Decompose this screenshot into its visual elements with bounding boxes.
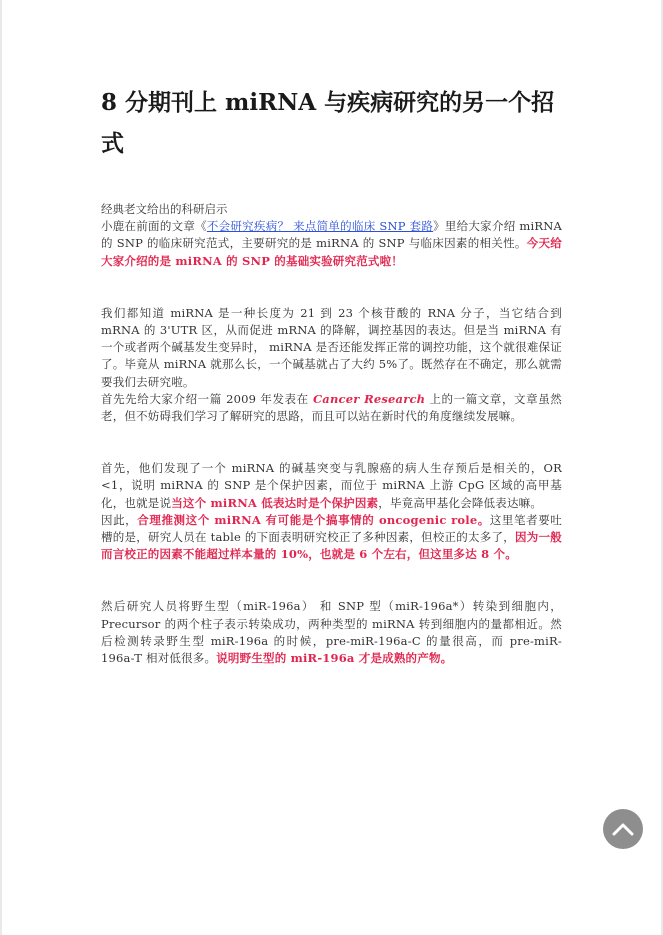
experiment-text: 然后研究人员将野生型（miR-196a） 和 SNP 型（miR-196a*）转染到细胞内，Precursor 的两个柱子表示转染成功，两种类型的 miRNA 转到细胞内的量都相近。然后检测转录野生型 miR-196a 的时候，pre-miR-196a-C 的量很高，而 pre-miR-196a-T 相对低很多。 bbox=[101, 599, 562, 666]
inference-text-a: 因此， bbox=[101, 512, 138, 527]
intro-highlight: 今天给大家介绍的是 miRNA 的 SNP 的基础实验研究范式啦！ bbox=[101, 236, 562, 268]
inference-highlight-1: 合理推测这个 miRNA 有可能是个搞事情的 oncogenic role。 bbox=[137, 512, 490, 527]
paper-text-b: 上的一篇文章，文章虽然老，但不妨碍我们学习了解研究的思路，而且可以站在新时代的角度继续发展嘛。 bbox=[101, 391, 563, 424]
journal-name: Cancer Research bbox=[312, 391, 426, 406]
article-subhead: 经典老文给出的科研启示 bbox=[101, 202, 228, 216]
paper-text-a: 首先先给大家介绍一篇 2009 年发表在 bbox=[101, 391, 313, 406]
article bbox=[101, 82, 562, 667]
related-article-link[interactable]: 不会研究疾病？ 来点简单的临床 SNP 套路 bbox=[206, 219, 434, 234]
paragraph-paper bbox=[101, 391, 562, 425]
experiment-highlight: 说明野生型的 miR-196a 才是成熟的产物。 bbox=[216, 651, 453, 666]
paragraph-finding bbox=[101, 460, 562, 512]
paragraph-intro bbox=[101, 218, 562, 270]
inference-text-b: 这里笔者要吐槽的是，研究人员在 table 的下面表明研究校正了多种因素，但校正的太多了， bbox=[101, 512, 562, 545]
finding-highlight: 当这个 miRNA 低表达时是个保护因素 bbox=[171, 495, 379, 510]
finding-text-b: ，毕竟高甲基化会降低表达嘛。 bbox=[378, 495, 543, 510]
inference-highlight-2: 因为一般而言校正的因素不能超过样本量的 10%，也就是 6 个左右，但这里多达 8 个。 bbox=[101, 530, 562, 562]
finding-text-a: 首先，他们发现了一个 miRNA 的碱基突变与乳腺癌的病人生存预后是相关的，OR <1，说明 miRNA 的 SNP 是个保护因素，而位于 miRNA 上游 CpG 区域的高甲基化，也就是说 bbox=[101, 461, 562, 510]
chevron-up-icon bbox=[612, 822, 634, 836]
paragraph-experiment bbox=[101, 598, 562, 667]
scroll-to-top-button[interactable] bbox=[603, 809, 643, 849]
article-title: 8 分期刊上 miRNA 与疾病研究的另一个招式 bbox=[101, 89, 555, 157]
paragraph-background: 我们都知道 miRNA 是一种长度为 21 到 23 个核苷酸的 RNA 分子，当它结合到 mRNA 的 3'UTR 区，从而促进 mRNA 的降解，调控基因的表达。但是当 miRNA 有一个或者两个碱基发生变异时， miRNA 是否还能发挥正常的调控功能，这个就很难保证了。毕竟从 miRNA 就那么长，一个碱基就占了大约 5%了。既然存在不确定，那么就需要我们去研究啦。 bbox=[101, 305, 562, 389]
paragraph-inference bbox=[101, 512, 562, 564]
intro-text-b: 》里给大家介绍 miRNA 的 SNP 的临床研究范式，主要研究的是 miRNA 的 SNP 与临床因素的相关性。 bbox=[101, 219, 562, 251]
intro-text-a: 小鹿在前面的文章《 bbox=[101, 219, 207, 234]
page-border-left bbox=[0, 0, 2, 935]
